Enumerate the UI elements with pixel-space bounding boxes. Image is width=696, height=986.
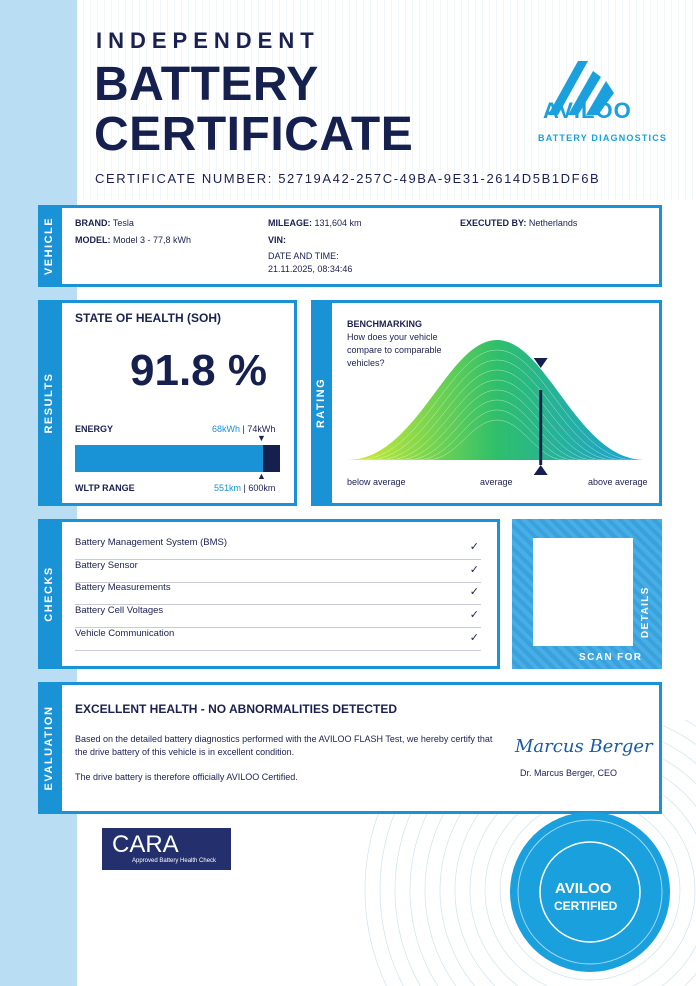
cara-logo-subtitle: Approved Battery Health Check bbox=[132, 858, 217, 864]
certified-seal bbox=[510, 812, 670, 972]
soh-value: 91.8 % bbox=[130, 346, 267, 395]
check-item: Battery Cell Voltages ✓ bbox=[75, 605, 481, 628]
range-label: WLTP RANGE bbox=[75, 483, 135, 493]
evaluation-text: Based on the detailed battery diagnostics performed with the AVILOO FLASH Test, we hereby certify that the drive battery of this vehicle is in excellent condition. bbox=[75, 734, 493, 757]
check-item: Battery Management System (BMS) ✓ bbox=[75, 537, 481, 560]
scan-for-label: SCAN FOR bbox=[579, 652, 643, 663]
model-field: MODEL: Model 3 - 77,8 kWh bbox=[75, 235, 192, 245]
qr-code[interactable] bbox=[533, 538, 633, 646]
results-tab: RESULTS bbox=[38, 300, 60, 506]
certificate-label: CERTIFICATE NUMBER: bbox=[95, 171, 273, 186]
check-item: Vehicle Communication ✓ bbox=[75, 628, 481, 651]
check-item: Battery Sensor ✓ bbox=[75, 560, 481, 583]
range-values: 551km | 600km bbox=[214, 483, 276, 493]
soh-title: STATE OF HEALTH (SOH) bbox=[75, 311, 221, 325]
evaluation-tab: EVALUATION bbox=[38, 682, 60, 814]
range-marker-icon: ▲ bbox=[257, 471, 266, 481]
aviloo-logo-subtitle: BATTERY DIAGNOSTICS bbox=[538, 133, 668, 143]
aviloo-mountain-icon bbox=[538, 28, 658, 148]
seal-certified: CERTIFIED bbox=[554, 899, 618, 913]
check-mark-icon: ✓ bbox=[469, 609, 479, 621]
brand-field: BRAND: Tesla bbox=[75, 218, 134, 228]
independent-heading: INDEPENDENT bbox=[96, 28, 320, 53]
energy-label: ENERGY bbox=[75, 424, 114, 434]
title-line-1: BATTERY bbox=[94, 58, 319, 111]
below-average-label: below average bbox=[347, 477, 406, 487]
aviloo-logo-text: AVILOO bbox=[543, 98, 632, 123]
page-title bbox=[94, 60, 413, 160]
cara-logo-text: CARA bbox=[112, 831, 179, 858]
date-value: 21.11.2025, 08:34:46 bbox=[268, 264, 353, 274]
seal-brand: AVILOO bbox=[555, 880, 612, 897]
energy-values: 68kWh | 74kWh bbox=[212, 424, 276, 434]
evaluation-certified-text: The drive battery is therefore officially AVILOO Certified. bbox=[75, 772, 298, 782]
date-label: DATE AND TIME: bbox=[268, 251, 339, 261]
title-line-2: CERTIFICATE bbox=[94, 108, 414, 161]
certificate-number bbox=[95, 171, 600, 186]
vin-field: VIN: bbox=[268, 235, 286, 245]
check-mark-icon: ✓ bbox=[469, 541, 479, 553]
certificate-value: 52719A42-257C-49BA-9E31-2614D5B1DF6B bbox=[278, 171, 601, 186]
evaluation-headline: EXCELLENT HEALTH - NO ABNORMALITIES DETECTED bbox=[75, 702, 397, 716]
energy-marker-icon: ▼ bbox=[257, 433, 266, 443]
signer-name: Dr. Marcus Berger, CEO bbox=[520, 768, 618, 778]
average-label: average bbox=[480, 477, 513, 487]
benchmark-curve bbox=[347, 340, 645, 475]
energy-bar-fill bbox=[75, 445, 263, 472]
check-mark-icon: ✓ bbox=[469, 586, 479, 598]
benchmark-question: How does your vehicle compare to comparable vehicles? bbox=[347, 332, 442, 368]
benchmark-title: BENCHMARKING bbox=[347, 319, 422, 329]
cara-logo bbox=[102, 828, 231, 870]
check-item: Battery Measurements ✓ bbox=[75, 582, 481, 605]
mileage-field: MILEAGE: 131,604 km bbox=[268, 218, 362, 228]
check-mark-icon: ✓ bbox=[469, 632, 479, 644]
vehicle-tab: VEHICLE bbox=[38, 205, 60, 287]
check-mark-icon: ✓ bbox=[469, 564, 479, 576]
rating-tab: RATING bbox=[311, 300, 331, 506]
above-average-label: above average bbox=[588, 477, 648, 487]
signature: Marcus Berger bbox=[515, 736, 653, 757]
details-label: DETAILS bbox=[640, 586, 651, 638]
checks-tab: CHECKS bbox=[38, 519, 60, 669]
executed-field: EXECUTED BY: Netherlands bbox=[460, 218, 578, 228]
